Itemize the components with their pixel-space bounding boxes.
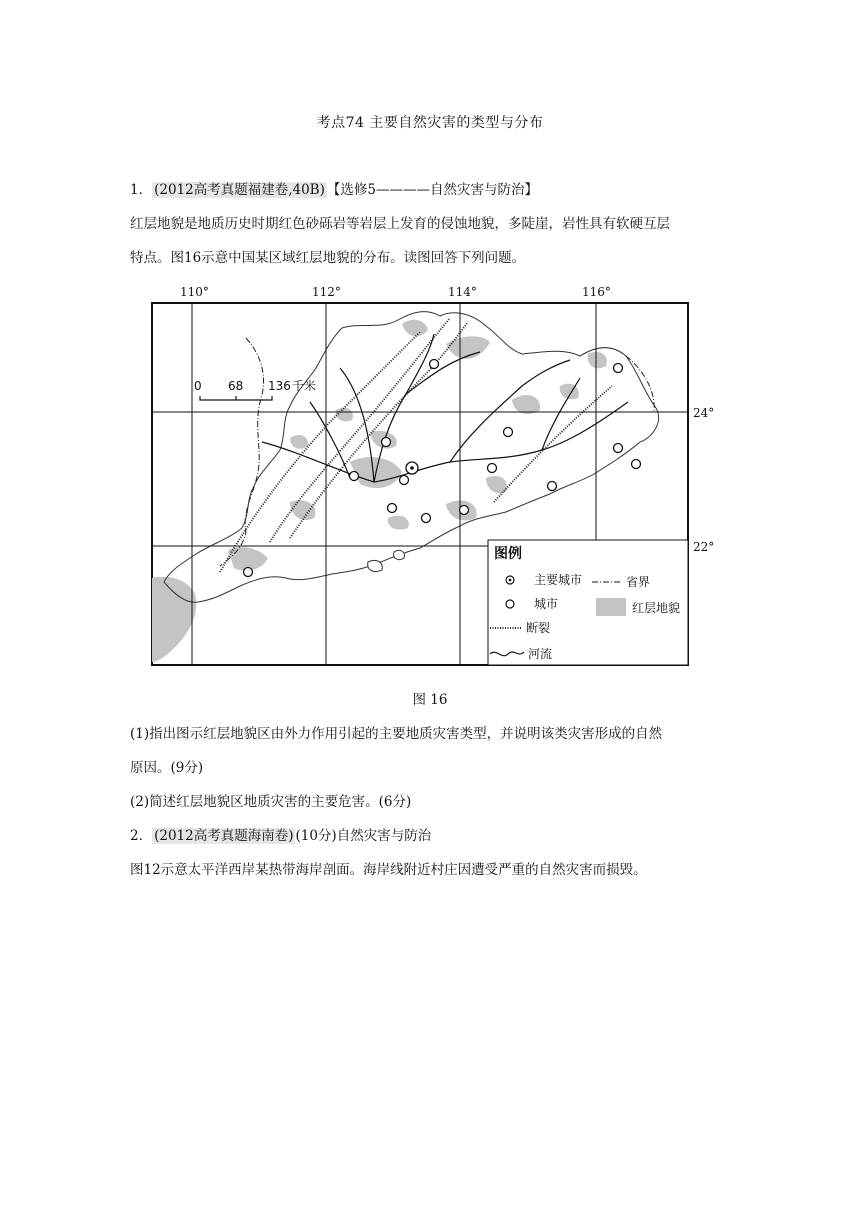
lat-label-24: 24°	[693, 406, 715, 420]
question-1-header	[130, 178, 538, 198]
city-marker	[460, 506, 469, 515]
city-marker	[382, 438, 391, 447]
question-1-intro-line1: 红层地貌是地质历史时期红色砂砾岩等岩层上发育的侵蚀地貌，多陡崖，岩性具有软硬互层	[130, 216, 670, 232]
city-marker	[388, 504, 397, 513]
question-points-topic: (10分)自然灾害与防治	[295, 828, 432, 844]
city-marker	[488, 464, 497, 473]
city-marker	[430, 360, 439, 369]
city-marker	[400, 476, 409, 485]
question-number: 2．	[130, 828, 153, 844]
lat-label-22: 22°	[693, 540, 715, 554]
lon-label-116: 116°	[582, 285, 611, 299]
question-source: (2012高考真题福建卷,40B)	[154, 182, 325, 198]
question-1-sub1-line2: 原因。(9分)	[130, 760, 204, 776]
question-source: (2012高考真题海南卷)	[154, 828, 294, 844]
city-marker	[504, 428, 513, 437]
question-1-sub2: (2)简述红层地貌区地质灾害的主要危害。(6分)	[130, 794, 412, 810]
question-number: 1．	[130, 182, 153, 198]
legend-river: 河流	[528, 647, 553, 661]
legend-province-border: 省界	[626, 575, 651, 589]
lon-label-114: 114°	[448, 285, 477, 299]
city-marker	[614, 364, 623, 373]
page-title: 考点74 主要自然灾害的类型与分布	[316, 115, 544, 131]
question-2-header	[130, 824, 431, 844]
legend-major-city: 主要城市	[534, 573, 583, 587]
legend-fault: 断裂	[526, 621, 551, 635]
scale-unit: 千米	[292, 379, 317, 393]
question-module: 【选修5————自然灾害与防治】	[326, 182, 538, 198]
question-1-intro-line2: 特点。图16示意中国某区域红层地貌的分布。读图回答下列问题。	[130, 250, 526, 266]
scale-tick-68: 68	[228, 379, 244, 393]
legend-title: 图例	[494, 546, 522, 562]
legend-city-symbol	[506, 600, 514, 608]
legend	[488, 540, 688, 665]
city-marker	[632, 460, 641, 469]
scale-tick-0: 0	[194, 379, 202, 393]
city-marker	[614, 444, 623, 453]
city-marker	[350, 472, 359, 481]
legend-red-layer-symbol	[596, 598, 626, 616]
legend-city: 城市	[534, 597, 559, 611]
lon-label-112: 112°	[312, 285, 341, 299]
city-marker	[244, 568, 253, 577]
red-layer-map	[150, 282, 730, 670]
question-2-text: 图12示意太平洋西岸某热带海岸剖面。海岸线附近村庄因遭受严重的自然灾害而损毁。	[130, 862, 647, 878]
scale-tick-136: 136	[268, 379, 291, 393]
figure-caption: 图 16	[412, 692, 448, 708]
question-1-sub1-line1: (1)指出图示红层地貌区由外力作用引起的主要地质灾害类型，并说明该类灾害形成的自然	[130, 726, 663, 742]
city-marker	[548, 482, 557, 491]
lon-label-110: 110°	[180, 285, 209, 299]
legend-red-layer: 红层地貌	[632, 601, 681, 615]
city-marker	[422, 514, 431, 523]
